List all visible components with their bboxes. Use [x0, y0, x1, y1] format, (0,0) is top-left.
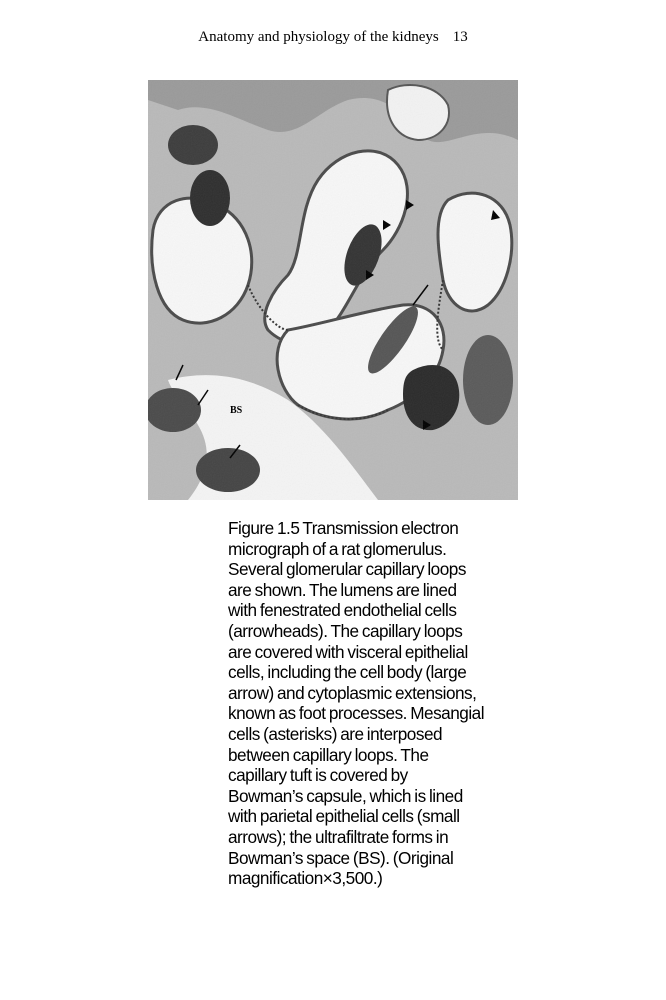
page-number: 13: [452, 29, 468, 45]
caption-line: arrow) and cytoplasmic extensions,: [228, 682, 477, 703]
caption-line: Bowman’s space (BS). (Original: [228, 847, 454, 868]
caption-line: cells, including the cell body (large: [228, 662, 467, 683]
caption-line: known as foot processes. Mesangial: [228, 703, 485, 724]
figure-caption: [228, 518, 528, 889]
bowmans-space-label: BS: [230, 405, 243, 416]
caption-line: with fenestrated endothelial cells: [228, 600, 457, 621]
caption-line: between capillary loops. The: [228, 744, 429, 765]
caption-line: Figure 1.5 Transmission electron: [228, 518, 459, 538]
caption-line: capillary tuft is covered by: [228, 765, 408, 786]
caption-line: with parietal epithelial cells (small: [228, 806, 460, 827]
caption-line: magnification×3,500.): [228, 868, 383, 889]
caption-line: arrows); the ultrafiltrate forms in: [228, 826, 449, 847]
running-header: [0, 29, 666, 46]
running-title: Anatomy and physiology of the kidneys: [198, 29, 439, 45]
caption-line: are covered with visceral epithelial: [228, 641, 468, 662]
micrograph-image: [148, 80, 518, 500]
caption-line: (arrowheads). The capillary loops: [228, 620, 463, 641]
caption-line: micrograph of a rat glomerulus.: [228, 538, 447, 559]
caption-line: are shown. The lumens are lined: [228, 579, 457, 600]
caption-line: Bowman’s capsule, which is lined: [228, 785, 463, 806]
caption-line: cells (asterisks) are interposed: [228, 723, 443, 744]
caption-line: Several glomerular capillary loops: [228, 559, 466, 580]
